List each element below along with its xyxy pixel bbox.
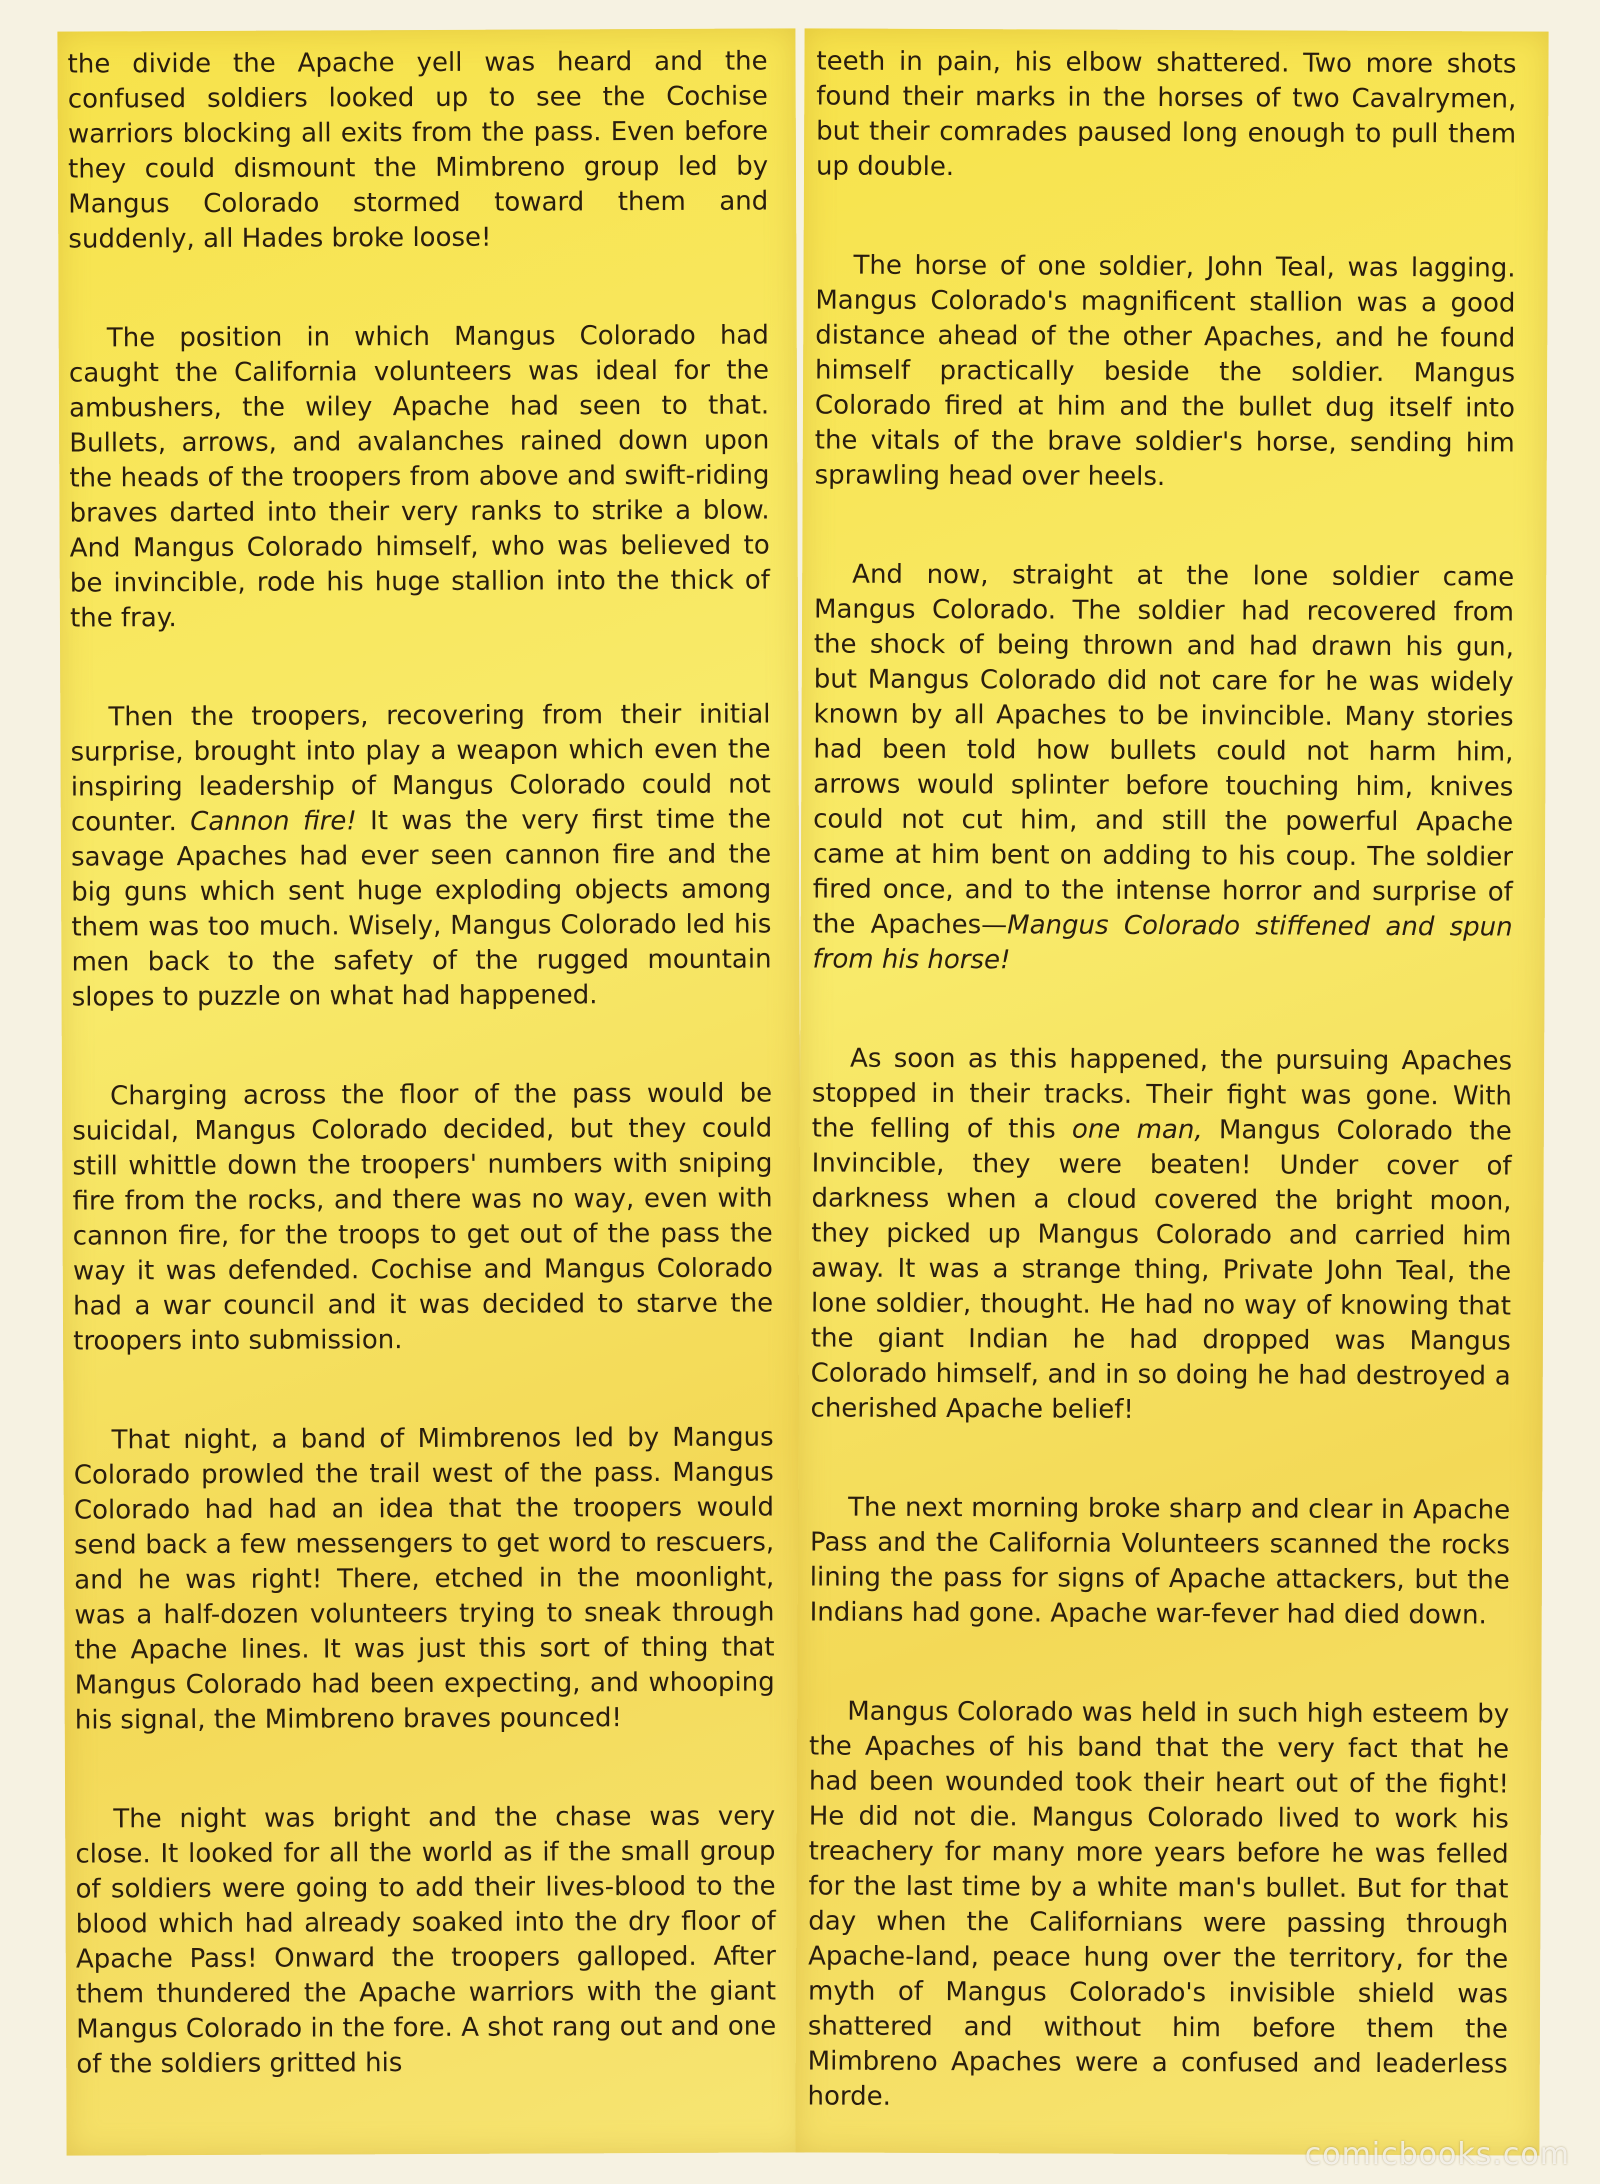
paragraph: Mangus Colorado was held in such high esteem by the Apaches of his band that the very fact that he had been wounded took their heart out of the fight! He did not die. Mangus Colorado lived to work his treachery for many more years before he was felled for the last time by a white man's bullet. But for that day when the Californians were passing through Apache-land, peace hung over the territory, for the myth of Mangus Colorado's invisible shield was shattered and without him before them the Mimbreno Apaches were a confused and leaderless horde. <box>807 1696 1510 2112</box>
paragraph: the divide the Apache yell was heard and the confused soldiers looked up to see the Cochise warriors blocking all exits from the pass. Even before they could dismount the Mimbreno group led by Mangus Colorado stormed toward them and suddenly, all Hades broke loose! <box>67 46 769 255</box>
paragraph <box>810 1041 1512 1429</box>
paragraph-text: Then the troopers, recovering from their initial surprise, brought into play a weapon which even the inspiring leadership of Mangus Colorado could not counter. <box>70 699 771 838</box>
paragraph: The position in which Mangus Colorado had caught the California volunteers was ideal for the ambushers, the wiley Apache had seen to that. Bullets, arrows, and avalanches rained down upon the heads of the troopers from above and swift-riding braves darted into their very ranks to strike a blow. And Mangus Colorado himself, who was believed to be invincible, rode his huge stallion into the thick of the fray. <box>68 320 770 634</box>
right-text-column <box>807 44 1516 2117</box>
paragraph-text: And now, straight at the lone soldier came Mangus Colorado. The soldier had recovered from the shock of being thrown and had drawn his gun, but Mangus Colorado did not care for he was widely known by all Apaches to be invincible. Many stories had been told how bullets could not harm him, arrows would splinter before touching him, knives could not cut him, and still the powerful Apache came at him bent on adding to his coup. The soldier fired once, and to the intense horror and surprise of the Apaches— <box>812 559 1515 941</box>
paragraph-text: Mangus Colorado the Invincible, they were beaten! Under cover of darkness when a cloud covered the bright moon, they picked up Mangus Colorado and carried him away. It was a strange thing, Private John Teal, the lone soldier, thought. He had no way of knowing that the giant Indian he had dropped was Mangus Colorado himself, and in so doing he had destroyed a cherished Apache belief! <box>810 1115 1512 1425</box>
paragraph: The horse of one soldier, John Teal, was lagging. Mangus Colorado's magnificent stallion was a good distance ahead of the other Apaches, and he found himself practically beside the soldier. Mangus Colorado fired at him and the bullet dug itself into the vitals of the brave soldier's horse, sending him sprawling head over heels. <box>814 250 1516 493</box>
emphasis-text: Cannon fire! <box>190 806 357 838</box>
paragraph <box>70 697 771 1015</box>
paragraph: teeth in pain, his elbow shattered. Two more shots found their marks in the horses of two Cavalrymen, but their comrades paused long enough to pull them up double. <box>815 46 1517 183</box>
emphasis-text: Mangus Colorado stiffened and spun from his horse! <box>812 910 1513 976</box>
site-watermark: comicbooks.com <box>1304 2137 1570 2172</box>
left-text-column <box>68 44 777 2082</box>
paragraph: That night, a band of Mimbrenos led by Mangus Colorado prowled the trail west of the pass. Mangus Colorado had had an idea that the troopers would send back a few messengers to get word to rescuers, and he was right! There, etched in the moonlight, was a half-dozen volunteers trying to sneak through the Apache lines. It was just this sort of thing that Mangus Colorado had been expecting, and whooping his signal, the Mimbreno braves pounced! <box>73 1422 775 1736</box>
paragraph-text: It was the very first time the savage Apaches had ever seen cannon fire and the big guns which sent huge exploding objects among them was too much. Wisely, Mangus Colorado led his men back to the safety of the rugged mountain slopes to puzzle on what had happened. <box>71 804 772 1013</box>
paragraph: The next morning broke sharp and clear in Apache Pass and the California Volunteers scanned the rocks lining the pass for signs of Apache attackers, but the Indians had gone. Apache war-fever had died down. <box>809 1492 1511 1631</box>
emphasis-text: one man, <box>1071 1114 1203 1146</box>
paragraph-text: As soon as this happened, the pursuing Apaches stopped in their tracks. Their fight was gone. With the felling of this <box>811 1043 1513 1145</box>
paragraph: Charging across the floor of the pass would be suicidal, Mangus Colorado decided, but they could still whittle down the troopers' numbers with sniping fire from the rocks, and there was no way, even with cannon fire, for the troops to get out of the pass the way it was defended. Cochise and Mangus Colorado had a war council and it was decided to starve the troopers into submission. <box>72 1078 774 1357</box>
paragraph: The night was bright and the chase was very close. It looked for all the world as if the small group of soldiers were going to add their lives-blood to the blood which had already soaked into the dry floor of Apache Pass! Onward the troopers galloped. After them thundered the Apache warriors with the giant Mangus Colorado in the fore. A shot rang out and one of the soldiers gritted his <box>75 1801 777 2080</box>
paragraph <box>812 557 1514 980</box>
